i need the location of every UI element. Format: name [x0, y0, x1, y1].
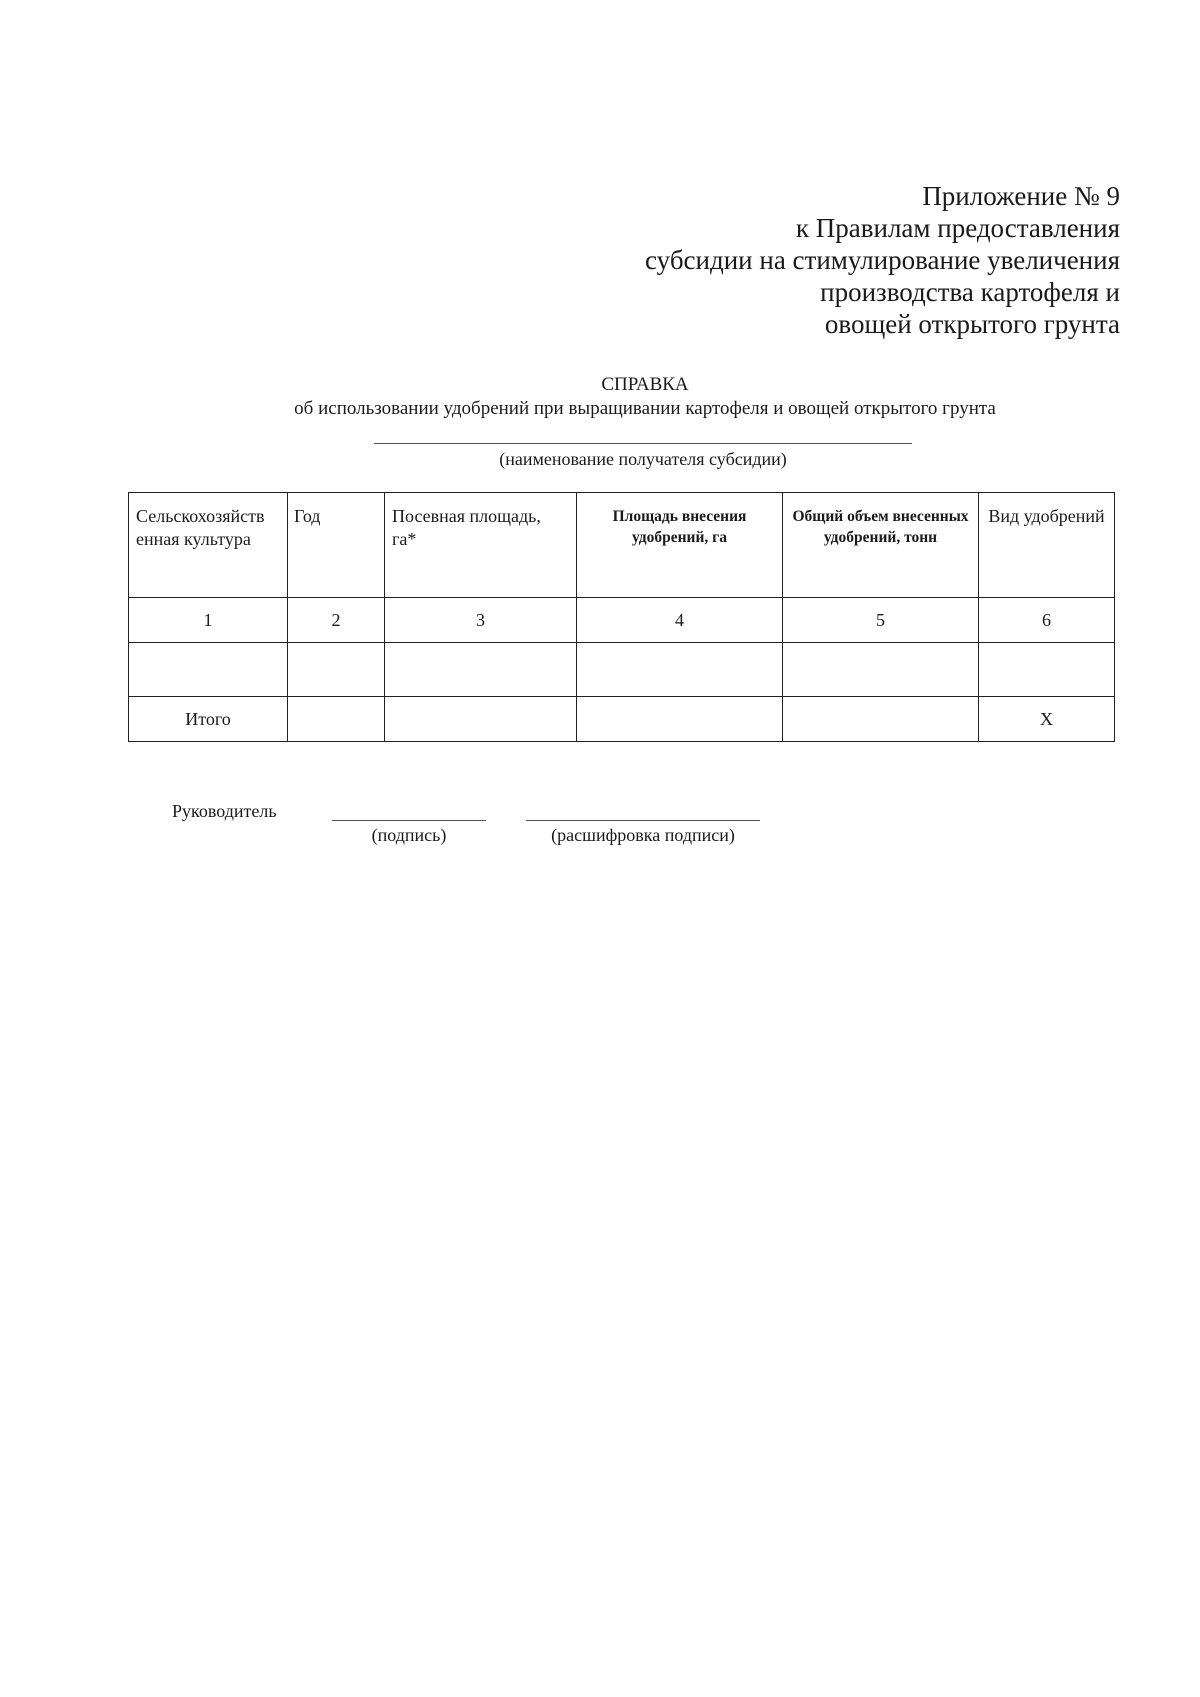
appendix-line: овощей открытого грунта — [824, 309, 1120, 339]
appendix-line: производства картофеля и — [820, 277, 1120, 307]
header-total-volume: Общий объем внесенных удобрений, тонн — [783, 493, 979, 598]
header-fertilizer-type: Вид удобрений — [979, 493, 1115, 598]
signature-caption: (подпись) — [371, 825, 447, 845]
appendix-line: к Правилам предоставления — [795, 213, 1120, 243]
column-number: 4 — [577, 598, 783, 643]
total-label: Итого — [129, 697, 288, 742]
table-cell — [783, 697, 979, 742]
table-cell — [288, 697, 385, 742]
appendix-line: Приложение № 9 — [922, 181, 1120, 211]
name-blank-line — [526, 820, 760, 821]
signature-blank-line — [332, 820, 486, 821]
column-number: 5 — [783, 598, 979, 643]
document-title: СПРАВКА — [601, 374, 689, 395]
column-number: 1 — [129, 598, 288, 643]
table-cell — [385, 643, 577, 697]
recipient-blank-line — [374, 443, 912, 444]
table-data-row — [129, 643, 1115, 697]
table-number-row — [129, 598, 1115, 643]
signer-role: Руководитель — [172, 801, 277, 821]
column-number: 3 — [385, 598, 577, 643]
total-x-mark: X — [979, 697, 1115, 742]
header-sown-area: Посевная площадь, га* — [385, 493, 577, 598]
header-fertilized-area: Площадь внесения удобрений, га — [577, 493, 783, 598]
table-cell — [979, 643, 1115, 697]
table-cell — [783, 643, 979, 697]
name-decoding-caption: (расшифровка подписи) — [551, 825, 735, 845]
column-number: 6 — [979, 598, 1115, 643]
table-cell — [577, 643, 783, 697]
header-crop: Сельскохозяйств енная культура — [129, 493, 288, 598]
table-cell — [577, 697, 783, 742]
fertilizer-report-table — [128, 492, 1115, 742]
column-number: 2 — [288, 598, 385, 643]
table-total-row — [129, 697, 1115, 742]
document-subtitle: об использовании удобрений при выращивании картофеля и овощей открытого грунта — [294, 398, 996, 419]
recipient-caption: (наименование получателя субсидии) — [499, 449, 787, 469]
appendix-line: субсидии на стимулирование увеличения — [645, 245, 1120, 275]
table-cell — [129, 643, 288, 697]
table-cell — [288, 643, 385, 697]
appendix-reference — [500, 180, 1120, 340]
table-header-row — [129, 493, 1115, 598]
table-cell — [385, 697, 577, 742]
header-year: Год — [288, 493, 385, 598]
